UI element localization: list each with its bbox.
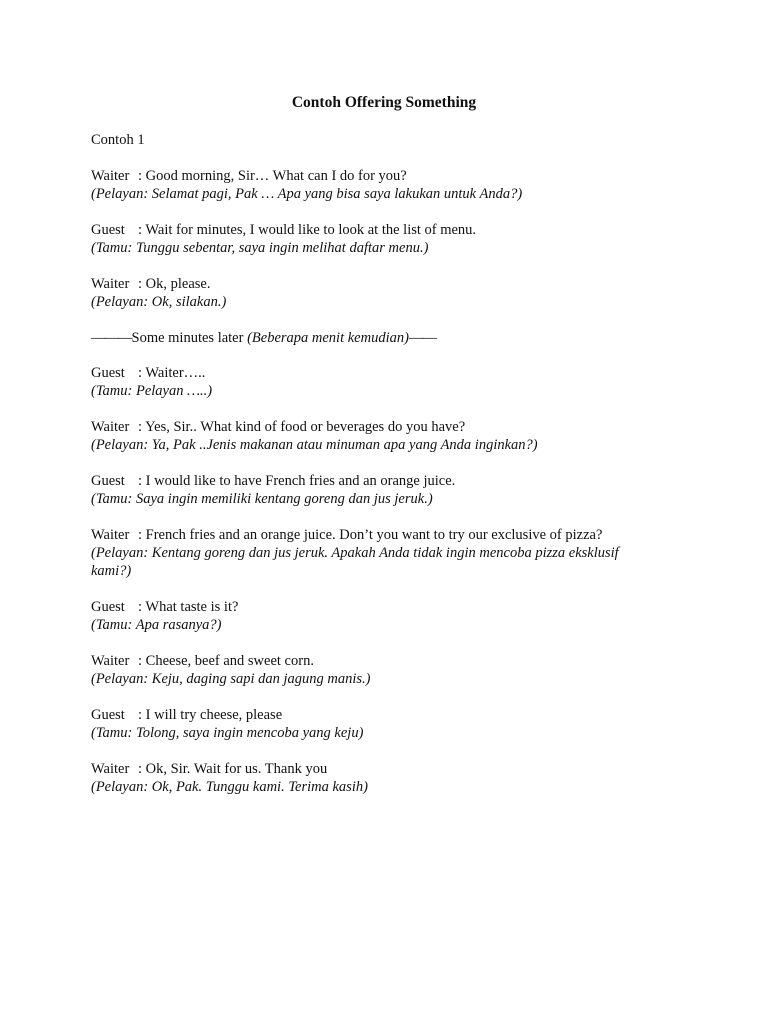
dialogue-line (91, 652, 651, 670)
speaker-label: Guest (91, 222, 125, 238)
dialogue-line (91, 167, 651, 185)
dialogue-translation: (Pelayan: Keju, daging sapi dan jagung manis.) (91, 671, 371, 687)
dialogue-text: : Ok, Sir. Wait for us. Thank you (138, 761, 328, 777)
dialogue-translation: (Tamu: Pelayan …..) (91, 383, 213, 399)
dialogue-exchange (91, 706, 651, 742)
dialogue-translation: (Pelayan: Ok, silakan.) (91, 294, 227, 310)
dialogue-exchange (91, 364, 651, 400)
separator-dash: ——— (91, 330, 132, 346)
speaker-label: Guest (91, 599, 125, 615)
dialogue-translation: (Pelayan: Ya, Pak ..Jenis makanan atau minuman apa yang Anda inginkan?) (91, 437, 538, 453)
dialogue-line (91, 760, 651, 778)
dialogue-line (91, 418, 651, 436)
dialogue-text: : I would like to have French fries and an orange juice. (138, 473, 456, 489)
dialogue-line (91, 221, 651, 239)
speaker-label: Waiter (91, 419, 130, 435)
dialogue-translation: (Pelayan: Ok, Pak. Tunggu kami. Terima kasih) (91, 779, 368, 795)
dialogue-text: : Waiter….. (138, 365, 206, 381)
dialogue-line (91, 364, 651, 382)
dialogue-translation: (Tamu: Tunggu sebentar, saya ingin melihat daftar menu.) (91, 240, 429, 256)
speaker-label: Guest (91, 365, 125, 381)
dialogue-exchange (91, 275, 651, 311)
separator-translation: (Beberapa menit kemudian) (247, 330, 409, 346)
dialogue-exchange (91, 652, 651, 688)
speaker-label: Guest (91, 707, 125, 723)
dialogue-line (91, 526, 651, 544)
dialogue-exchange (91, 598, 651, 634)
dialogue-exchange (91, 167, 651, 203)
speaker-label: Waiter (91, 653, 130, 669)
dialogue-exchange (91, 526, 651, 580)
dialogue-translation: (Tamu: Saya ingin memiliki kentang goreng dan jus jeruk.) (91, 491, 433, 507)
dialogue-text: : What taste is it? (138, 599, 239, 615)
dialogue-exchange (91, 472, 651, 508)
dialogue-text: : Yes, Sir.. What kind of food or beverages do you have? (138, 419, 466, 435)
separator-dash: —— (408, 330, 436, 346)
speaker-label: Waiter (91, 276, 130, 292)
scene-separator (91, 329, 651, 347)
dialogue-exchange (91, 221, 651, 257)
dialogue-translation: (Tamu: Apa rasanya?) (91, 617, 222, 633)
dialogue-translation: (Pelayan: Kentang goreng dan jus jeruk. Apakah Anda tidak ingin mencoba pizza eksklusif kami?) (91, 545, 619, 579)
dialogue-line (91, 472, 651, 490)
dialogue-text: : Good morning, Sir… What can I do for you? (138, 168, 407, 184)
dialogue-line (91, 598, 651, 616)
dialogue-text: : Cheese, beef and sweet corn. (138, 653, 314, 669)
speaker-label: Waiter (91, 527, 130, 543)
dialogue-translation: (Pelayan: Selamat pagi, Pak … Apa yang bisa saya lakukan untuk Anda?) (91, 186, 523, 202)
speaker-label: Guest (91, 473, 125, 489)
speaker-label: Waiter (91, 168, 130, 184)
separator-text: Some minutes later (131, 330, 248, 346)
dialogue-line (91, 275, 651, 293)
dialogue-text: : Wait for minutes, I would like to look at the list of menu. (138, 222, 477, 238)
example-heading: Contoh 1 (91, 132, 145, 148)
document-title: Contoh Offering Something (291, 94, 477, 111)
dialogue-line (91, 706, 651, 724)
dialogue-exchange (91, 418, 651, 454)
dialogue-exchange (91, 760, 651, 796)
dialogue-text: : French fries and an orange juice. Don’t you want to try our exclusive of pizza? (138, 527, 603, 543)
speaker-label: Waiter (91, 761, 130, 777)
dialogue-text: : I will try cheese, please (138, 707, 283, 723)
dialogue-text: : Ok, please. (138, 276, 211, 292)
dialogue-translation: (Tamu: Tolong, saya ingin mencoba yang keju) (91, 725, 364, 741)
